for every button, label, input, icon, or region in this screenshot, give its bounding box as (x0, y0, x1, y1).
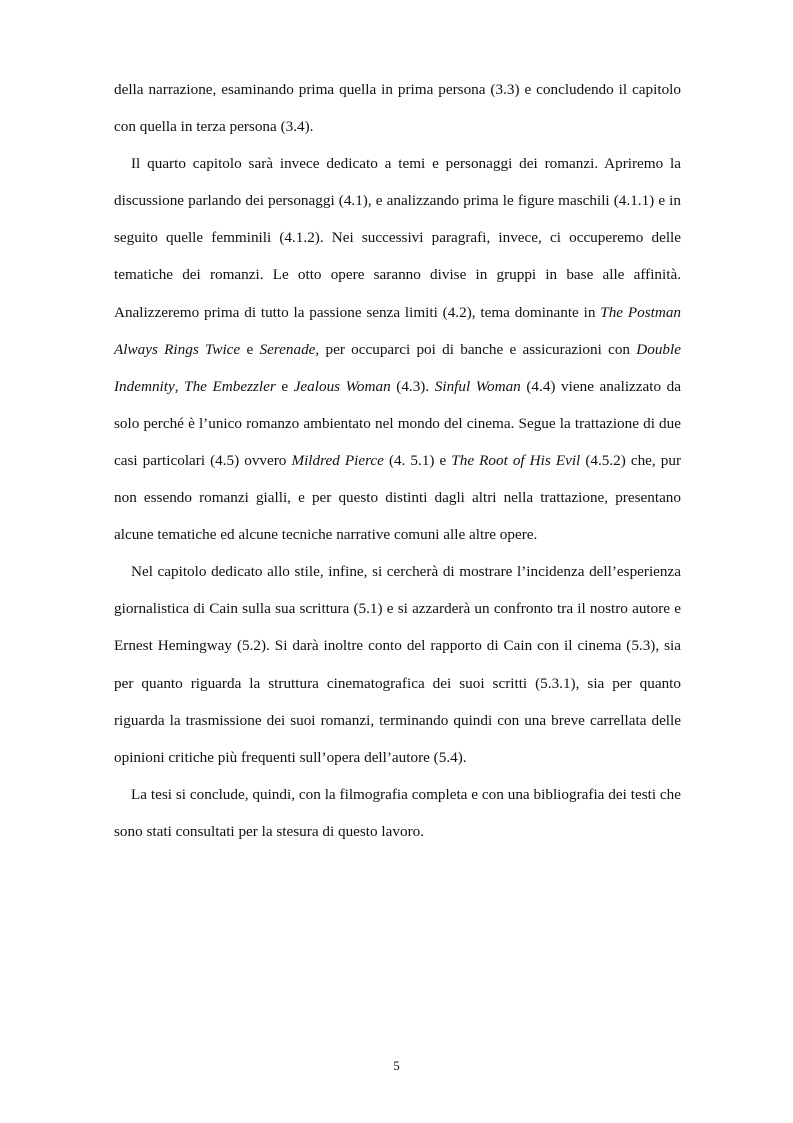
paragraph-continuation (114, 71, 681, 145)
page-number: 5 (393, 1058, 400, 1073)
text-segment: , per occuparci poi di banche e assicurazioni con (315, 340, 637, 358)
text-segment: della narrazione, esaminando prima quella in prima persona (3.3) e concludendo il capitolo con quella in terza persona (3.4). (114, 81, 681, 136)
work-title: The Postman Always Rings Twice (114, 303, 681, 358)
work-title: Double Indemnity (114, 340, 681, 395)
work-title: Mildred Pierce (291, 451, 384, 469)
text-segment: (4.5.2) che, pur non essendo romanzi gialli, e per questo distinti dagli altri nella trattazione, presentano alcune tematiche ed alcune tecniche narrative comuni alle altre opere. (114, 451, 681, 544)
work-title: Jealous Woman (293, 377, 391, 395)
text-segment: La tesi si conclude, quindi, con la filmografia completa e con una bibliografia dei testi che sono stati consultati per la stesura di questo lavoro. (114, 785, 681, 840)
body-text (114, 71, 681, 850)
work-title: Sinful Woman (434, 377, 521, 395)
work-title: The Embezzler (184, 377, 276, 395)
text-segment: (4.3). (390, 377, 435, 395)
text-segment: Il quarto capitolo sarà invece dedicato a temi e personaggi dei romanzi. Apriremo la discussione parlando dei personaggi (4.1), e analizzando prima le figure maschili (4.1.1) e in seguito quelle femminili (4.1.2). Nei successivi paragrafi, invece, ci occuperemo delle tematiche dei romanzi. Le otto opere saranno divise in gruppi in base alle affinità. Analizzeremo prima di tutto la passione senza limiti (4.2), tema dominante in (114, 155, 681, 321)
text-segment: e (240, 340, 260, 358)
text-segment: e (275, 377, 294, 395)
text-segment: (4.4) viene analizzato da solo perché è l’unico romanzo ambientato nel mondo del cinema. Segue la trattazione di due casi particolari (4.5) ovvero (114, 377, 681, 469)
text-segment: Nel capitolo dedicato allo stile, infine, si cercherà di mostrare l’incidenza dell’esperienza giornalistica di Cain sulla sua scrittura (5.1) e si azzarderà un confronto tra il nostro autore e Ernest Hemingway (5.2). Si darà inoltre conto del rapporto di Cain con il cinema (5.3), sia per quanto riguarda la struttura cinematografica dei suoi scritti (5.3.1), sia per quanto riguarda la trasmissione dei suoi romanzi, terminando quindi con una breve carrellata delle opinioni critiche più frequenti sull’opera dell’autore (5.4). (114, 563, 681, 766)
paragraph-conclusion (114, 776, 681, 850)
paragraph-chapter-four (114, 145, 681, 553)
text-segment: (4. 5.1) e (383, 451, 452, 469)
paragraph-chapter-five (114, 553, 681, 776)
work-title: The Root of His Evil (451, 451, 581, 469)
text-segment: , (174, 377, 185, 395)
work-title: Serenade (259, 340, 316, 358)
